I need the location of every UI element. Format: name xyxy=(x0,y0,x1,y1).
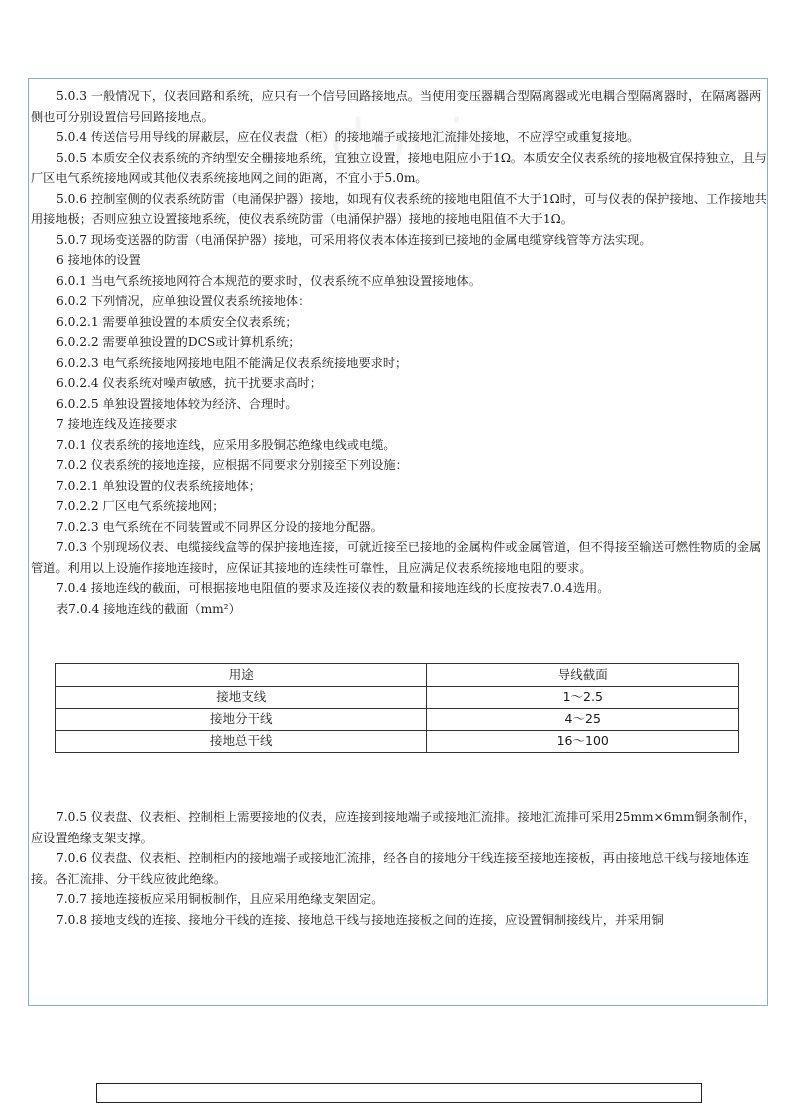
paragraph: 7.0.6 仪表盘、仪表柜、控制柜内的接地端子或接地汇流排，经各自的接地分干线连接至接地连接板，再由接地总干线与接地体连接。各汇流排、分干线应彼此绝缘。 xyxy=(31,851,750,886)
cross-section-table xyxy=(55,663,739,753)
paragraph: 5.0.5 本质安全仪表系统的齐纳型安全栅接地系统，宜独立设置，接地电阻应小于1Ω。本质安全仪表系统的接地极宜保持独立，且与厂区电气系统接地网或其他仪表系统接地网之间的距离，不宜小于5.0m。 xyxy=(31,150,767,185)
table-cell: 16～100 xyxy=(427,731,739,753)
paragraph: 7.0.3 个别现场仪表、电缆接线盒等的保护接地连接，可就近接至已接地的金属构件或金属管道，但不得接至输送可燃性物质的金属管道。利用以上设施作接地连接时，应保证其接地的连续性可靠性，且应满足仪表系统接地电阻的要求。 xyxy=(31,540,762,575)
table-cell: 接地总干线 xyxy=(56,731,427,753)
paragraph: 6.0.2.5 单独设置接地体较为经济、合理时。 xyxy=(56,396,298,411)
paragraph: 5.0.7 现场变送器的防雷（电涌保护器）接地，可采用将仪表本体连接到已接地的金属电缆穿线管等方法实现。 xyxy=(56,232,652,247)
paragraph: 6 接地体的设置 xyxy=(56,253,141,267)
paragraph: 7.0.2 仪表系统的接地连接，应根据不同要求分别接至下列设施： xyxy=(56,458,408,472)
next-page-box xyxy=(96,1083,702,1103)
paragraph: 6.0.2.3 电气系统接地网接地电阻不能满足仪表系统接地要求时； xyxy=(56,355,408,370)
paragraph: 7.0.1 仪表系统的接地连线，应采用多股铜芯绝缘电线或电缆。 xyxy=(56,437,396,452)
paragraph: 6.0.2.2 需要单独设置的DCS或计算机系统； xyxy=(56,335,301,349)
paragraph: 5.0.4 传送信号用导线的屏蔽层，应在仪表盘（柜）的接地端子或接地汇流排处接地，不应浮空或重复接地。 xyxy=(56,130,640,144)
paragraph: 6.0.2 下列情况，应单独设置仪表系统接地体： xyxy=(56,294,311,308)
paragraph: 7.0.7 接地连接板应采用铜板制作，且应采用绝缘支架固定。 xyxy=(56,892,384,906)
paragraph: 表7.0.4 接地连线的截面（mm²） xyxy=(56,601,241,616)
paragraph: 6.0.2.4 仪表系统对噪声敏感，抗干扰要求高时； xyxy=(56,376,322,390)
paragraph: 5.0.6 控制室侧的仪表系统防雷（电涌保护器）接地，如现有仪表系统的接地电阻值不大于1Ω时，可与仪表的保护接地、工作接地共用接地极；否则应独立设置接地系统，使仪表系统防雷（电涌保护器）接地的接地电阻值不大于1Ω。 xyxy=(31,191,767,226)
table-row xyxy=(56,709,739,731)
table-row xyxy=(56,687,739,709)
paragraph: 7 接地连线及连接要求 xyxy=(56,417,178,431)
paragraphs-bottom xyxy=(31,807,767,930)
table-cell: 接地支线 xyxy=(56,687,427,709)
paragraph: 7.0.2.1 单独设置的仪表系统接地体； xyxy=(56,478,261,493)
table-header-section: 导线截面 xyxy=(427,664,739,687)
paragraphs-top xyxy=(31,86,767,619)
paragraph: 6.0.1 当电气系统接地网符合本规范的要求时，仪表系统不应单独设置接地体。 xyxy=(56,273,481,288)
table-header-row xyxy=(56,664,739,687)
paragraph: 5.0.3 一般情况下，仪表回路和系统，应只有一个信号回路接地点。当使用变压器耦合型隔离器或光电耦合型隔离器时，在隔离器两侧也可分别设置信号回路接地点。 xyxy=(31,89,762,124)
paragraph: 6.0.2.1 需要单独设置的本质安全仪表系统； xyxy=(56,314,298,329)
paragraph: 7.0.8 接地支线的连接、接地分干线的连接、接地总干线与接地连接板之间的连接，应设置铜制接线片，并采用铜 xyxy=(56,912,664,927)
table-header-usage: 用途 xyxy=(56,664,427,687)
paragraph: 7.0.4 接地连线的截面，可根据接地电阻值的要求及连接仪表的数量和接地连线的长度按表7.0.4选用。 xyxy=(56,581,610,595)
paragraph: 7.0.2.2 厂区电气系统接地网； xyxy=(56,499,225,513)
table-cell: 接地分干线 xyxy=(56,709,427,731)
table-row xyxy=(56,731,739,753)
table-cell: 1～2.5 xyxy=(427,687,739,709)
paragraph: 7.0.2.3 电气系统在不同装置或不同界区分设的接地分配器。 xyxy=(56,519,383,534)
table-cell: 4～25 xyxy=(427,709,739,731)
paragraph: 7.0.5 仪表盘、仪表柜、控制柜上需要接地的仪表，应连接到接地端子或接地汇流排。接地汇流排可采用25mm×6mm铜条制作，应设置绝缘支架支撑。 xyxy=(31,810,756,845)
document-body xyxy=(31,86,767,930)
